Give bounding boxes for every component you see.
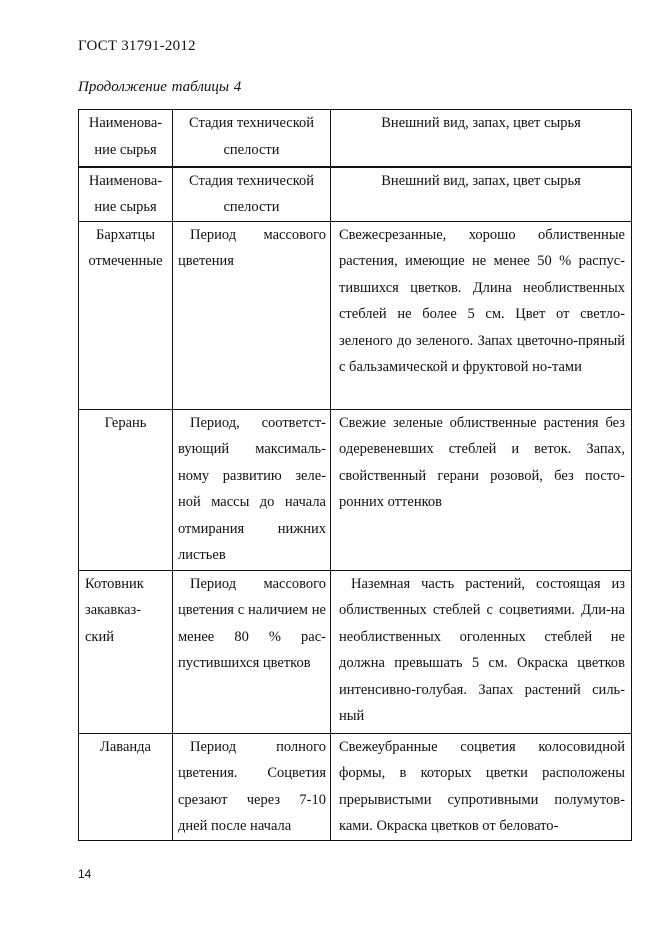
cell-ripeness-stage: [173, 409, 331, 570]
cell-raw-name: Бархатцы отмеченные: [79, 221, 173, 409]
header-name-repeat: Наименова-ние сырья: [79, 167, 173, 222]
table-row: [79, 409, 632, 570]
table-row: [79, 221, 632, 409]
cell-appearance-text: Свежие зеленые облиственные растения без одеревеневших стеблей и веток. Запах, свойственный герани розовой, без посто-ронних оттенков: [339, 414, 625, 510]
header-stage-repeat: Стадия технической спелости: [173, 167, 331, 222]
table-row: [79, 570, 632, 733]
cell-ripeness-stage: [173, 733, 331, 840]
cell-ripeness-text: Период полного цветения. Соцветия срезают через 7-10 дней после начала: [178, 738, 326, 834]
standard-code: ГОСТ 31791-2012: [78, 38, 196, 54]
cell-appearance-text: Свежеубранные соцветия колосовидной формы, в которых цветки расположены прерывистыми супротивными полумутов-ками. Окраска цветков от беловато-: [339, 738, 625, 834]
header-stage: Стадия технической спелости: [173, 110, 331, 167]
header-appearance-repeat: Внешний вид, запах, цвет сырья: [331, 167, 632, 222]
cell-ripeness-text: Период массового цветения: [178, 226, 326, 269]
header-appearance: Внешний вид, запах, цвет сырья: [331, 110, 632, 167]
cell-appearance: [331, 733, 632, 840]
cell-appearance: [331, 570, 632, 733]
cell-appearance: [331, 221, 632, 409]
table-row: [79, 733, 632, 840]
page-number: 14: [78, 867, 92, 881]
cell-ripeness-stage: [173, 221, 331, 409]
cell-raw-name: Герань: [79, 409, 173, 570]
cell-appearance-text: Наземная часть растений, состоящая из облиственных стеблей с соцветиями. Дли-на необлиственных оголенных стеблей не должна превышать 5 см. Окраска цветков интенсивно-голубая. Запах растений силь-ный: [339, 575, 625, 724]
cell-raw-name: Лаванда: [79, 733, 173, 840]
table-header-row-repeat: [79, 167, 632, 222]
table-header-row: [79, 110, 632, 167]
header-name: Наименова-ние сырья: [79, 110, 173, 167]
continuation-table: [78, 109, 631, 841]
cell-appearance-text: Свежесрезанные, хорошо облиственные растения, имеющие не менее 50 % распус-тившихся цветков. Длина необлиственных стеблей не более 5 см. Цвет от светло-зеленого до зеленого. Запах цветочно-пряный с бальзамической и фруктовой но-тами: [339, 226, 625, 375]
cell-raw-name: Котовник закавказ-ский: [79, 570, 173, 733]
cell-appearance: [331, 409, 632, 570]
cell-ripeness-stage: [173, 570, 331, 733]
table-caption: Продолжение таблицы 4: [78, 79, 242, 95]
cell-ripeness-text: Период, соответст-вующий максималь-ному развитию зеле-ной массы до начала отмирания нижних листьев: [178, 414, 326, 563]
raw-material-table: [78, 109, 632, 841]
cell-ripeness-text: Период массового цветения с наличием не менее 80 % рас-пустившихся цветков: [178, 575, 326, 671]
